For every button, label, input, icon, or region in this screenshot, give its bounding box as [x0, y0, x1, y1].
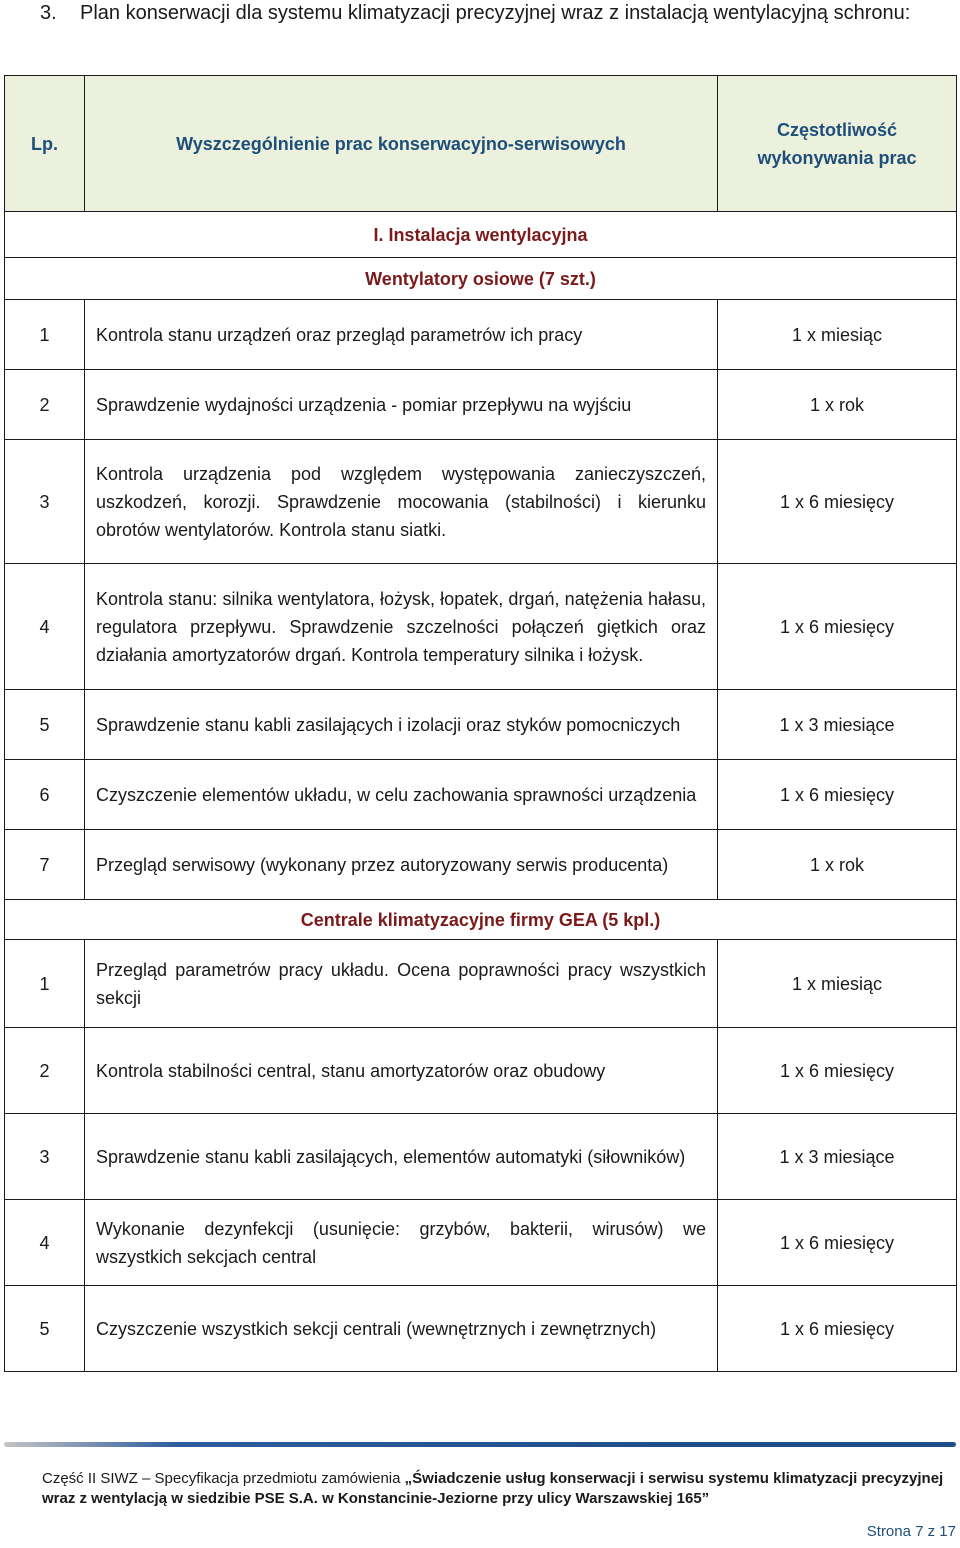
row-frequency: 1 x rok: [718, 830, 957, 900]
table-row: [5, 1114, 957, 1200]
section-title-air-handlers: Centrale klimatyzacyjne firmy GEA (5 kpl.): [5, 900, 957, 940]
row-description: Sprawdzenie wydajności urządzenia - pomiar przepływu na wyjściu: [85, 370, 718, 440]
section-row-air-handlers: [5, 900, 957, 940]
table-row: [5, 830, 957, 900]
table-row: [5, 1286, 957, 1372]
footer-text: [42, 1469, 956, 1509]
row-description: Kontrola stanu urządzeń oraz przegląd parametrów ich pracy: [85, 300, 718, 370]
maintenance-plan-table: [4, 75, 957, 1372]
table-header-row: [5, 76, 957, 212]
table-row: [5, 370, 957, 440]
row-description: Sprawdzenie stanu kabli zasilających, elementów automatyki (siłowników): [85, 1114, 718, 1200]
table-row: [5, 1200, 957, 1286]
row-frequency: 1 x 6 miesięcy: [718, 760, 957, 830]
footer-divider: [4, 1442, 956, 1447]
table-row: [5, 690, 957, 760]
header-frequency: Częstotliwość wykonywania prac: [718, 76, 957, 212]
table-row: [5, 1028, 957, 1114]
heading-number: 3.: [40, 2, 57, 24]
header-lp: Lp.: [5, 76, 85, 212]
row-description: Czyszczenie wszystkich sekcji centrali (wewnętrznych i zewnętrznych): [85, 1286, 718, 1372]
table-row: [5, 300, 957, 370]
footer-prefix: Część II SIWZ – Specyfikacja przedmiotu zamówienia: [42, 1470, 405, 1487]
subsection-row-fans: [5, 258, 957, 300]
row-frequency: 1 x miesiąc: [718, 940, 957, 1028]
heading-text: Plan konserwacji dla systemu klimatyzacji precyzyjnej wraz z instalacją wentylacyjną schronu:: [80, 2, 911, 24]
row-description: Kontrola stabilności central, stanu amortyzatorów oraz obudowy: [85, 1028, 718, 1114]
row-frequency: 1 x 6 miesięcy: [718, 564, 957, 690]
row-lp: 1: [5, 300, 85, 370]
section-title: I. Instalacja wentylacyjna: [5, 212, 957, 258]
row-lp: 5: [5, 1286, 85, 1372]
row-lp: 2: [5, 370, 85, 440]
row-lp: 4: [5, 564, 85, 690]
row-description: Sprawdzenie stanu kabli zasilających i izolacji oraz styków pomocniczych: [85, 690, 718, 760]
row-description: Przegląd parametrów pracy układu. Ocena poprawności pracy wszystkich sekcji: [85, 940, 718, 1028]
row-description: Kontrola stanu: silnika wentylatora, łożysk, łopatek, drgań, natężenia hałasu, regulatora przepływu. Sprawdzenie szczelności połączeń giętkich oraz działania amortyzatorów drgań. Kontrola temperatury silnika i łożysk.: [85, 564, 718, 690]
table-row: [5, 564, 957, 690]
row-frequency: 1 x 6 miesięcy: [718, 1286, 957, 1372]
row-lp: 1: [5, 940, 85, 1028]
row-lp: 6: [5, 760, 85, 830]
header-description: Wyszczególnienie prac konserwacyjno-serwisowych: [85, 76, 718, 212]
row-lp: 4: [5, 1200, 85, 1286]
row-lp: 3: [5, 1114, 85, 1200]
section-row-ventilation: [5, 212, 957, 258]
row-frequency: 1 x 6 miesięcy: [718, 1028, 957, 1114]
row-description: Przegląd serwisowy (wykonany przez autoryzowany serwis producenta): [85, 830, 718, 900]
footer-title: „Świadczenie usług konserwacji i serwisu systemu klimatyzacji precyzyjnej wraz z wentylacją w siedzibie PSE S.A. w Konstancinie-Jeziorne przy ulicy Warszawskiej 165”: [42, 1470, 944, 1507]
row-frequency: 1 x 6 miesięcy: [718, 1200, 957, 1286]
row-frequency: 1 x 3 miesiące: [718, 1114, 957, 1200]
table-row: [5, 940, 957, 1028]
row-lp: 5: [5, 690, 85, 760]
row-lp: 7: [5, 830, 85, 900]
page-number: Strona 7 z 17: [866, 1523, 956, 1540]
subsection-title: Wentylatory osiowe (7 szt.): [5, 258, 957, 300]
section-heading: [40, 0, 955, 26]
row-description: Kontrola urządzenia pod względem występowania zanieczyszczeń, uszkodzeń, korozji. Sprawdzenie mocowania (stabilności) i kierunku obrotów wentylatorów. Kontrola stanu siatki.: [85, 440, 718, 564]
row-lp: 2: [5, 1028, 85, 1114]
row-frequency: 1 x 3 miesiące: [718, 690, 957, 760]
row-frequency: 1 x rok: [718, 370, 957, 440]
table-row: [5, 760, 957, 830]
row-frequency: 1 x 6 miesięcy: [718, 440, 957, 564]
row-lp: 3: [5, 440, 85, 564]
table-row: [5, 440, 957, 564]
row-description: Wykonanie dezynfekcji (usunięcie: grzybów, bakterii, wirusów) we wszystkich sekcjach central: [85, 1200, 718, 1286]
row-description: Czyszczenie elementów układu, w celu zachowania sprawności urządzenia: [85, 760, 718, 830]
row-frequency: 1 x miesiąc: [718, 300, 957, 370]
